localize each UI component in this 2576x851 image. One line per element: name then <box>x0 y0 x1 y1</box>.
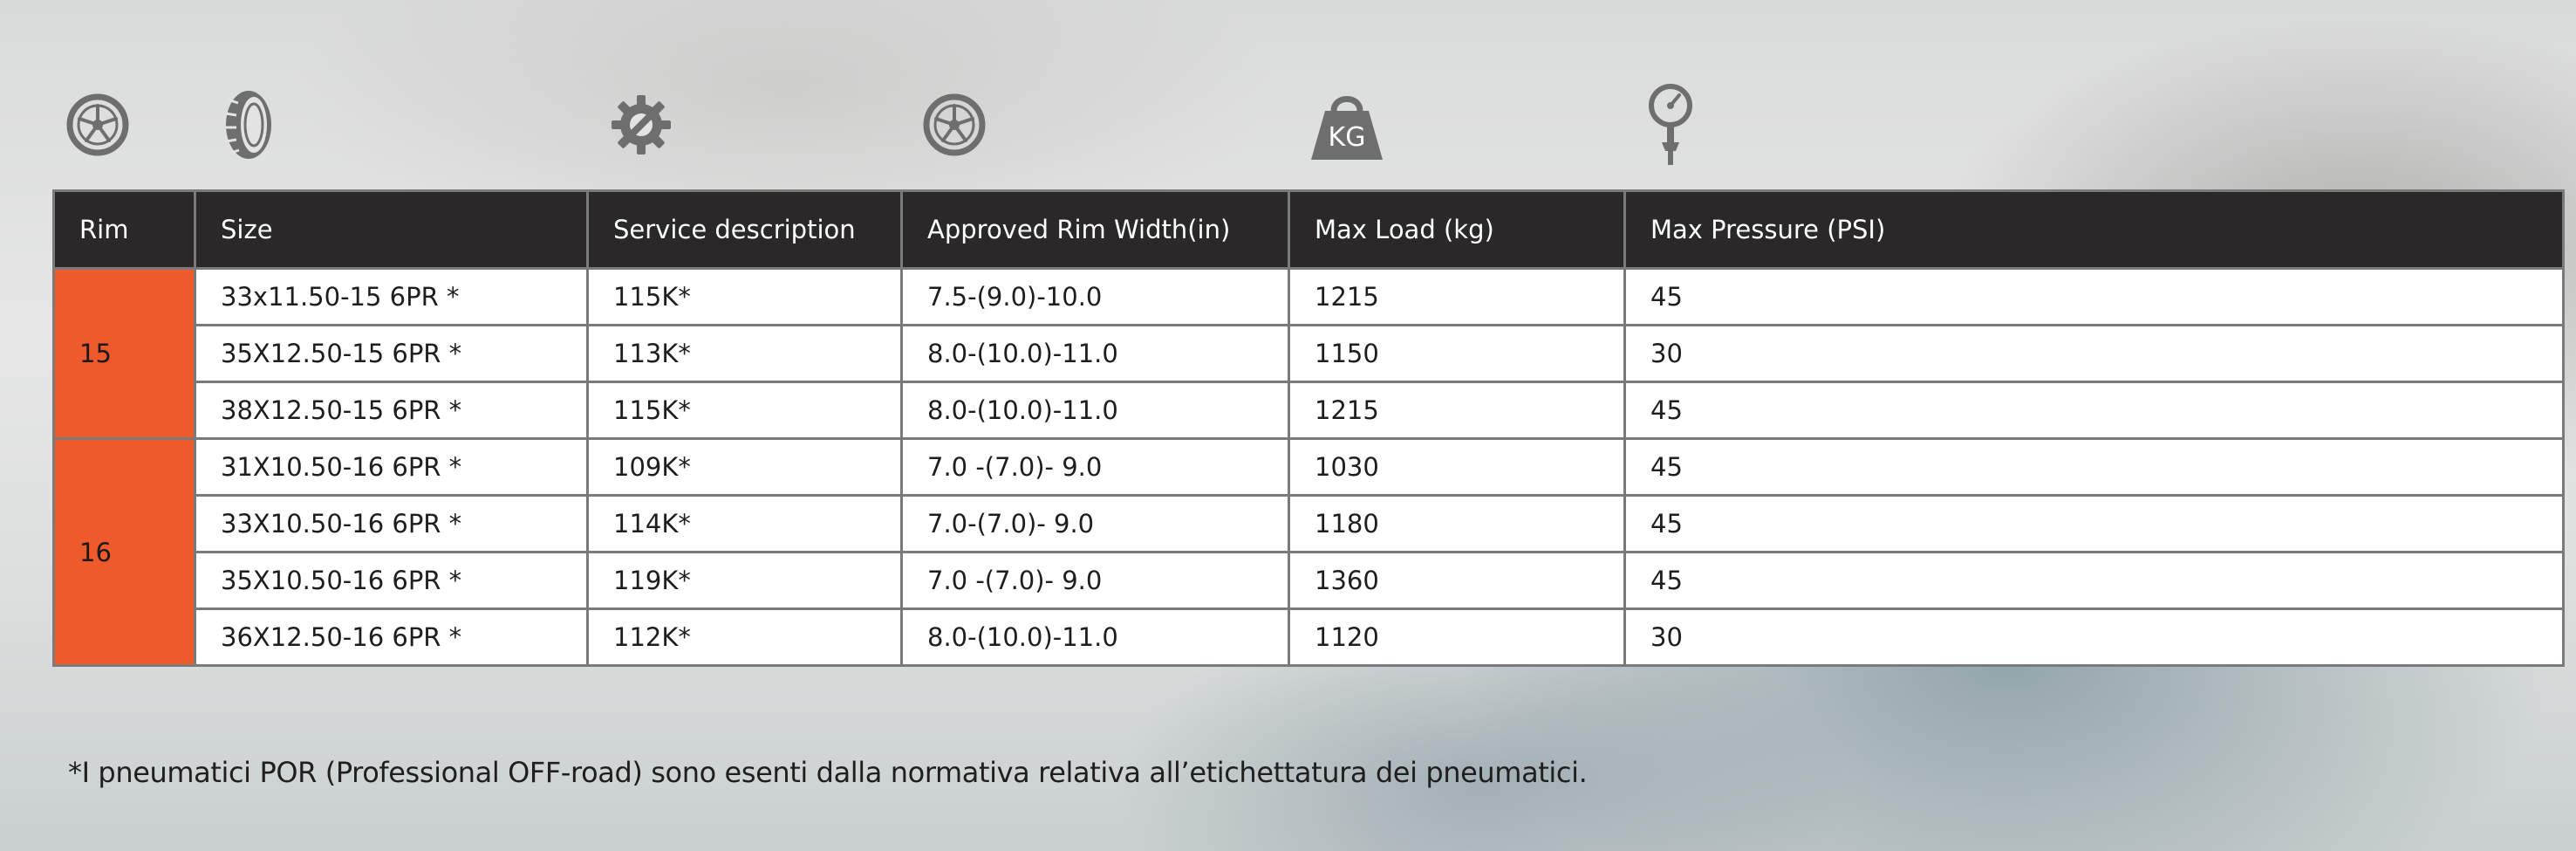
max-pressure-cell: 45 <box>1625 269 2564 326</box>
max-load-cell: 1030 <box>1289 439 1625 496</box>
max-pressure-cell: 45 <box>1625 496 2564 552</box>
rim-width-cell: 7.0-(7.0)- 9.0 <box>902 496 1289 552</box>
size-cell: 35X10.50-16 6PR * <box>195 552 588 609</box>
service-cell: 113K* <box>588 326 902 382</box>
max-pressure-cell: 45 <box>1625 439 2564 496</box>
rim-size-cell: 15 <box>54 269 195 439</box>
size-cell: 38X12.50-15 6PR * <box>195 382 588 439</box>
rim-size-cell: 16 <box>54 439 195 666</box>
table-row <box>54 439 2564 496</box>
table-row <box>54 326 2564 382</box>
pressure-gauge-icon <box>1640 83 1701 166</box>
max-load-cell: 1215 <box>1289 269 1625 326</box>
header-max-pressure: Max Pressure (PSI) <box>1625 191 2564 269</box>
header-approved-rim-width: Approved Rim Width(in) <box>902 191 1289 269</box>
max-pressure-cell: 30 <box>1625 609 2564 666</box>
weight-icon <box>1307 83 1387 166</box>
gear-wrench-icon <box>606 83 676 166</box>
size-cell: 36X12.50-16 6PR * <box>195 609 588 666</box>
size-cell: 35X12.50-15 6PR * <box>195 326 588 382</box>
header-size: Size <box>195 191 588 269</box>
size-cell: 31X10.50-16 6PR * <box>195 439 588 496</box>
max-pressure-cell: 45 <box>1625 552 2564 609</box>
rim-width-cell: 8.0-(10.0)-11.0 <box>902 382 1289 439</box>
table-row <box>54 496 2564 552</box>
table-row <box>54 269 2564 326</box>
service-cell: 109K* <box>588 439 902 496</box>
rim-width-cell: 7.5-(9.0)-10.0 <box>902 269 1289 326</box>
rim-width-cell: 7.0 -(7.0)- 9.0 <box>902 552 1289 609</box>
service-cell: 115K* <box>588 382 902 439</box>
max-pressure-cell: 45 <box>1625 382 2564 439</box>
max-load-cell: 1215 <box>1289 382 1625 439</box>
size-cell: 33x11.50-15 6PR * <box>195 269 588 326</box>
tire-icon <box>211 83 281 166</box>
table-row <box>54 609 2564 666</box>
footnote: *I pneumatici POR (Professional OFF-road) sono esenti dalla normativa relativa all’etichettatura dei pneumatici. <box>68 756 1588 789</box>
service-cell: 112K* <box>588 609 902 666</box>
rim-icon <box>63 83 133 166</box>
service-cell: 115K* <box>588 269 902 326</box>
table-row <box>54 382 2564 439</box>
size-cell: 33X10.50-16 6PR * <box>195 496 588 552</box>
rim-width-cell: 8.0-(10.0)-11.0 <box>902 326 1289 382</box>
max-pressure-cell: 30 <box>1625 326 2564 382</box>
header-service-description: Service description <box>588 191 902 269</box>
rim-icon <box>919 83 989 166</box>
table-row <box>54 552 2564 609</box>
header-rim: Rim <box>54 191 195 269</box>
max-load-cell: 1360 <box>1289 552 1625 609</box>
service-cell: 114K* <box>588 496 902 552</box>
rim-width-cell: 7.0 -(7.0)- 9.0 <box>902 439 1289 496</box>
max-load-cell: 1150 <box>1289 326 1625 382</box>
tire-spec-table <box>52 189 2565 667</box>
rim-width-cell: 8.0-(10.0)-11.0 <box>902 609 1289 666</box>
table-header-row <box>54 191 2564 269</box>
weight-icon-label: KG <box>1328 121 1366 153</box>
service-cell: 119K* <box>588 552 902 609</box>
max-load-cell: 1180 <box>1289 496 1625 552</box>
max-load-cell: 1120 <box>1289 609 1625 666</box>
header-max-load: Max Load (kg) <box>1289 191 1625 269</box>
